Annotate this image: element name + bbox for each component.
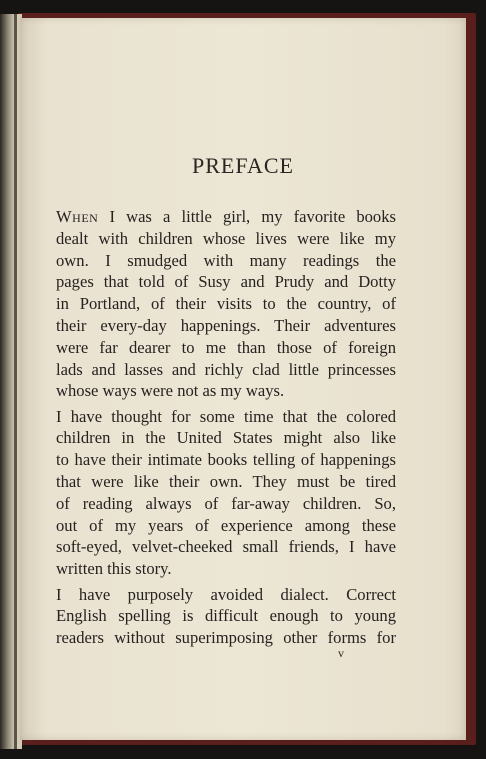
spine-edge (14, 14, 17, 749)
lead-word: When (56, 207, 99, 226)
text-line: of reading always of far-away children. So, (56, 493, 396, 513)
text-line: I have thought for some time that the colored (56, 406, 396, 426)
book-spine (0, 14, 22, 749)
text-line: When I was a little girl, my favorite books (56, 207, 396, 226)
text-line: were far dearer to me than those of foreign (56, 337, 396, 357)
page-number: v (338, 646, 344, 660)
paragraph-2 (56, 406, 396, 580)
text-line: out of my years of experience among these (56, 515, 396, 535)
text-line: to have their intimate books telling of happenings (56, 450, 396, 470)
page-body (56, 206, 396, 649)
text-line: in Portland, of their visits to the country, of (56, 294, 396, 314)
text-line: that were like their own. They must be tired (56, 472, 396, 492)
text-line: whose ways were not as my ways. (56, 381, 285, 401)
paragraph-1 (56, 206, 396, 402)
paragraph-3 (56, 584, 396, 649)
text-line: dealt with children whose lives were like my (56, 228, 396, 248)
text-line: pages that told of Susy and Prudy and Dotty (56, 272, 396, 292)
text-line: English spelling is difficult enough to young (56, 606, 396, 626)
text-line: I have purposely avoided dialect. Correct (56, 584, 396, 604)
text-line: readers without superimposing other forms for (56, 628, 396, 648)
book-page (20, 18, 466, 740)
text-line: their every-day happenings. Their adventures (56, 315, 396, 335)
page-title: PREFACE (192, 153, 294, 178)
text-line: soft-eyed, velvet-cheeked small friends, I have (56, 537, 396, 557)
text-line: children in the United States might also like (56, 428, 396, 448)
text-line: written this story. (56, 559, 172, 579)
text-line: own. I smudged with many readings the (56, 250, 396, 270)
text-line: lads and lasses and richly clad little princesses (56, 359, 396, 379)
